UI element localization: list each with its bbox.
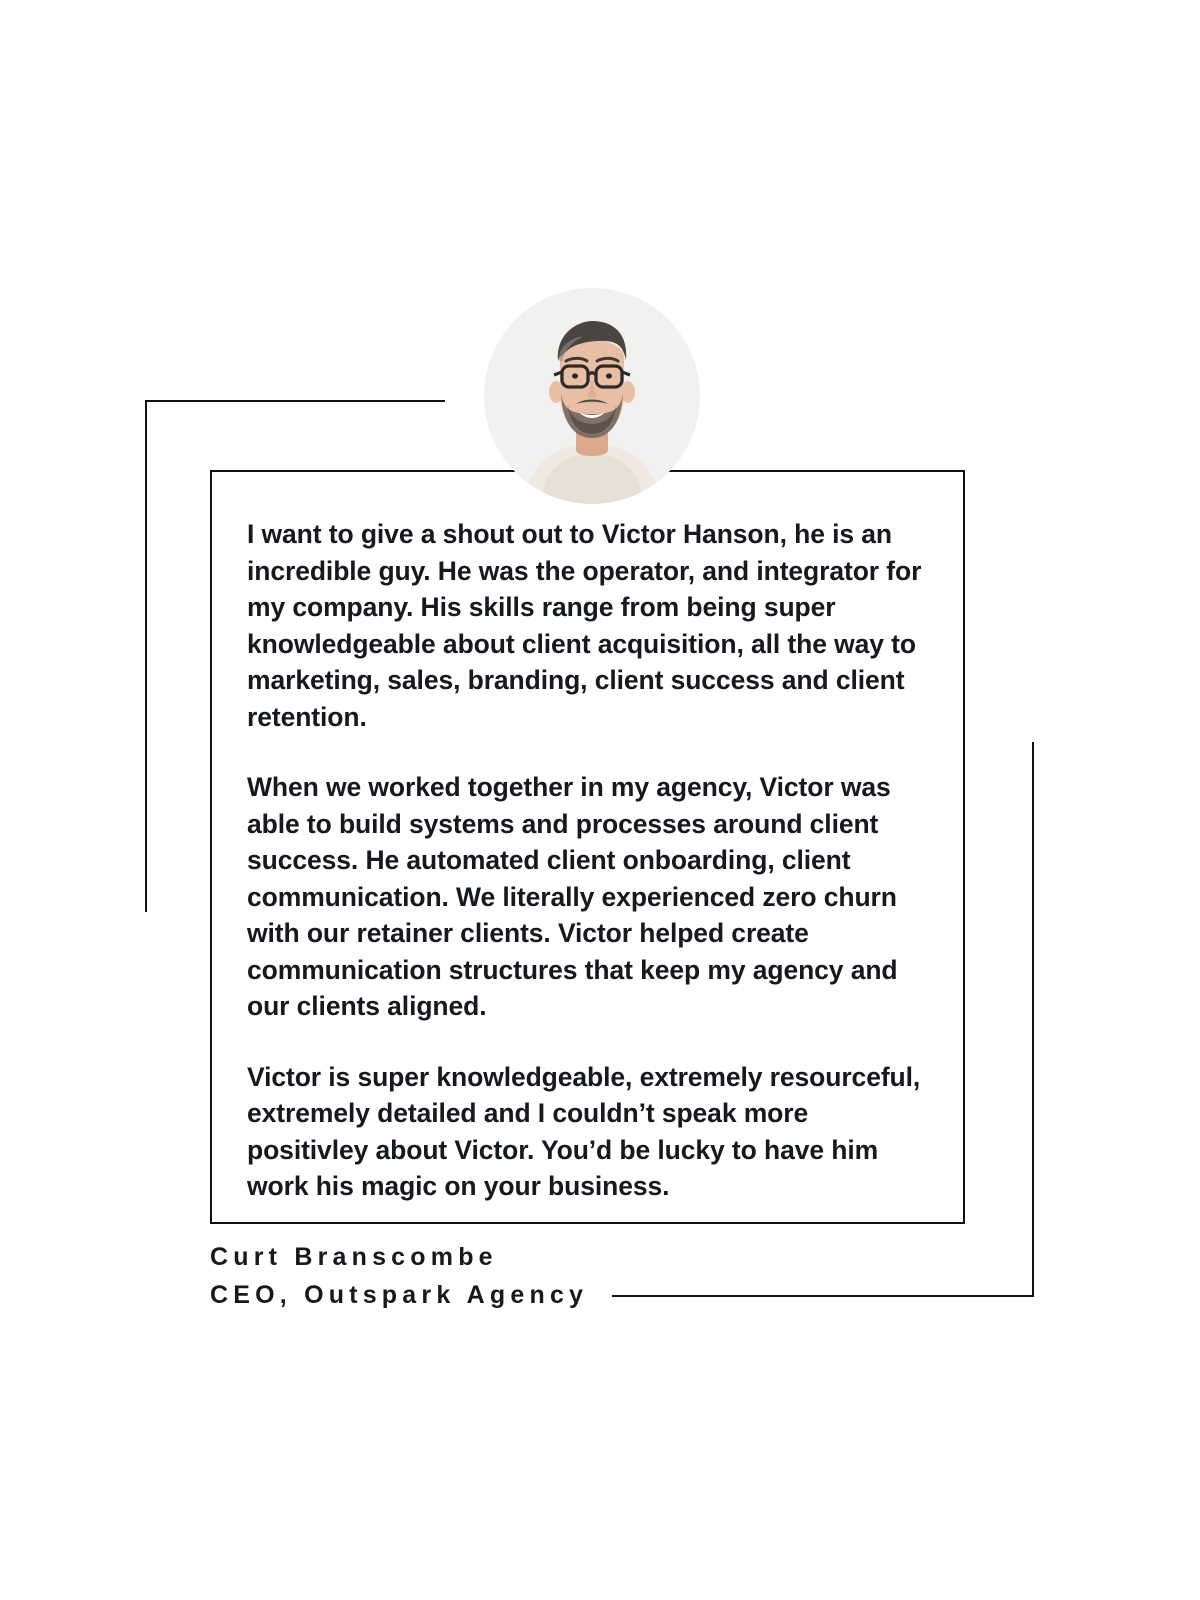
avatar	[484, 288, 700, 504]
author-name: Curt Branscombe	[210, 1243, 498, 1271]
testimonial-paragraph-1: I want to give a shout out to Victor Hanson, he is an incredible guy. He was the operator, and integrator for my company. His skills range from being super knowledgeable about client acquisition, all the way to marketing, sales, branding, client success and client retention.	[247, 519, 922, 732]
testimonial-paragraph-3: Victor is super knowledgeable, extremely resourceful, extremely detailed and I couldn’t speak more positivley about Victor. You’d be lucky to have him work his magic on your business.	[247, 1061, 921, 1201]
author-role: CEO, Outspark Agency	[210, 1281, 589, 1309]
testimonial-paragraph-2: When we worked together in my agency, Victor was able to build systems and processes around client success. He automated client onboarding, client communication. We literally experienced zero churn with our retainer clients. Victor helped create communication structures that keep my agency and our clients aligned.	[247, 772, 898, 1021]
testimonial-text	[247, 516, 925, 1205]
decorative-left-line	[145, 400, 147, 912]
decorative-top-line	[145, 400, 445, 402]
decorative-right-line	[1032, 742, 1034, 1297]
attribution	[210, 1238, 910, 1314]
